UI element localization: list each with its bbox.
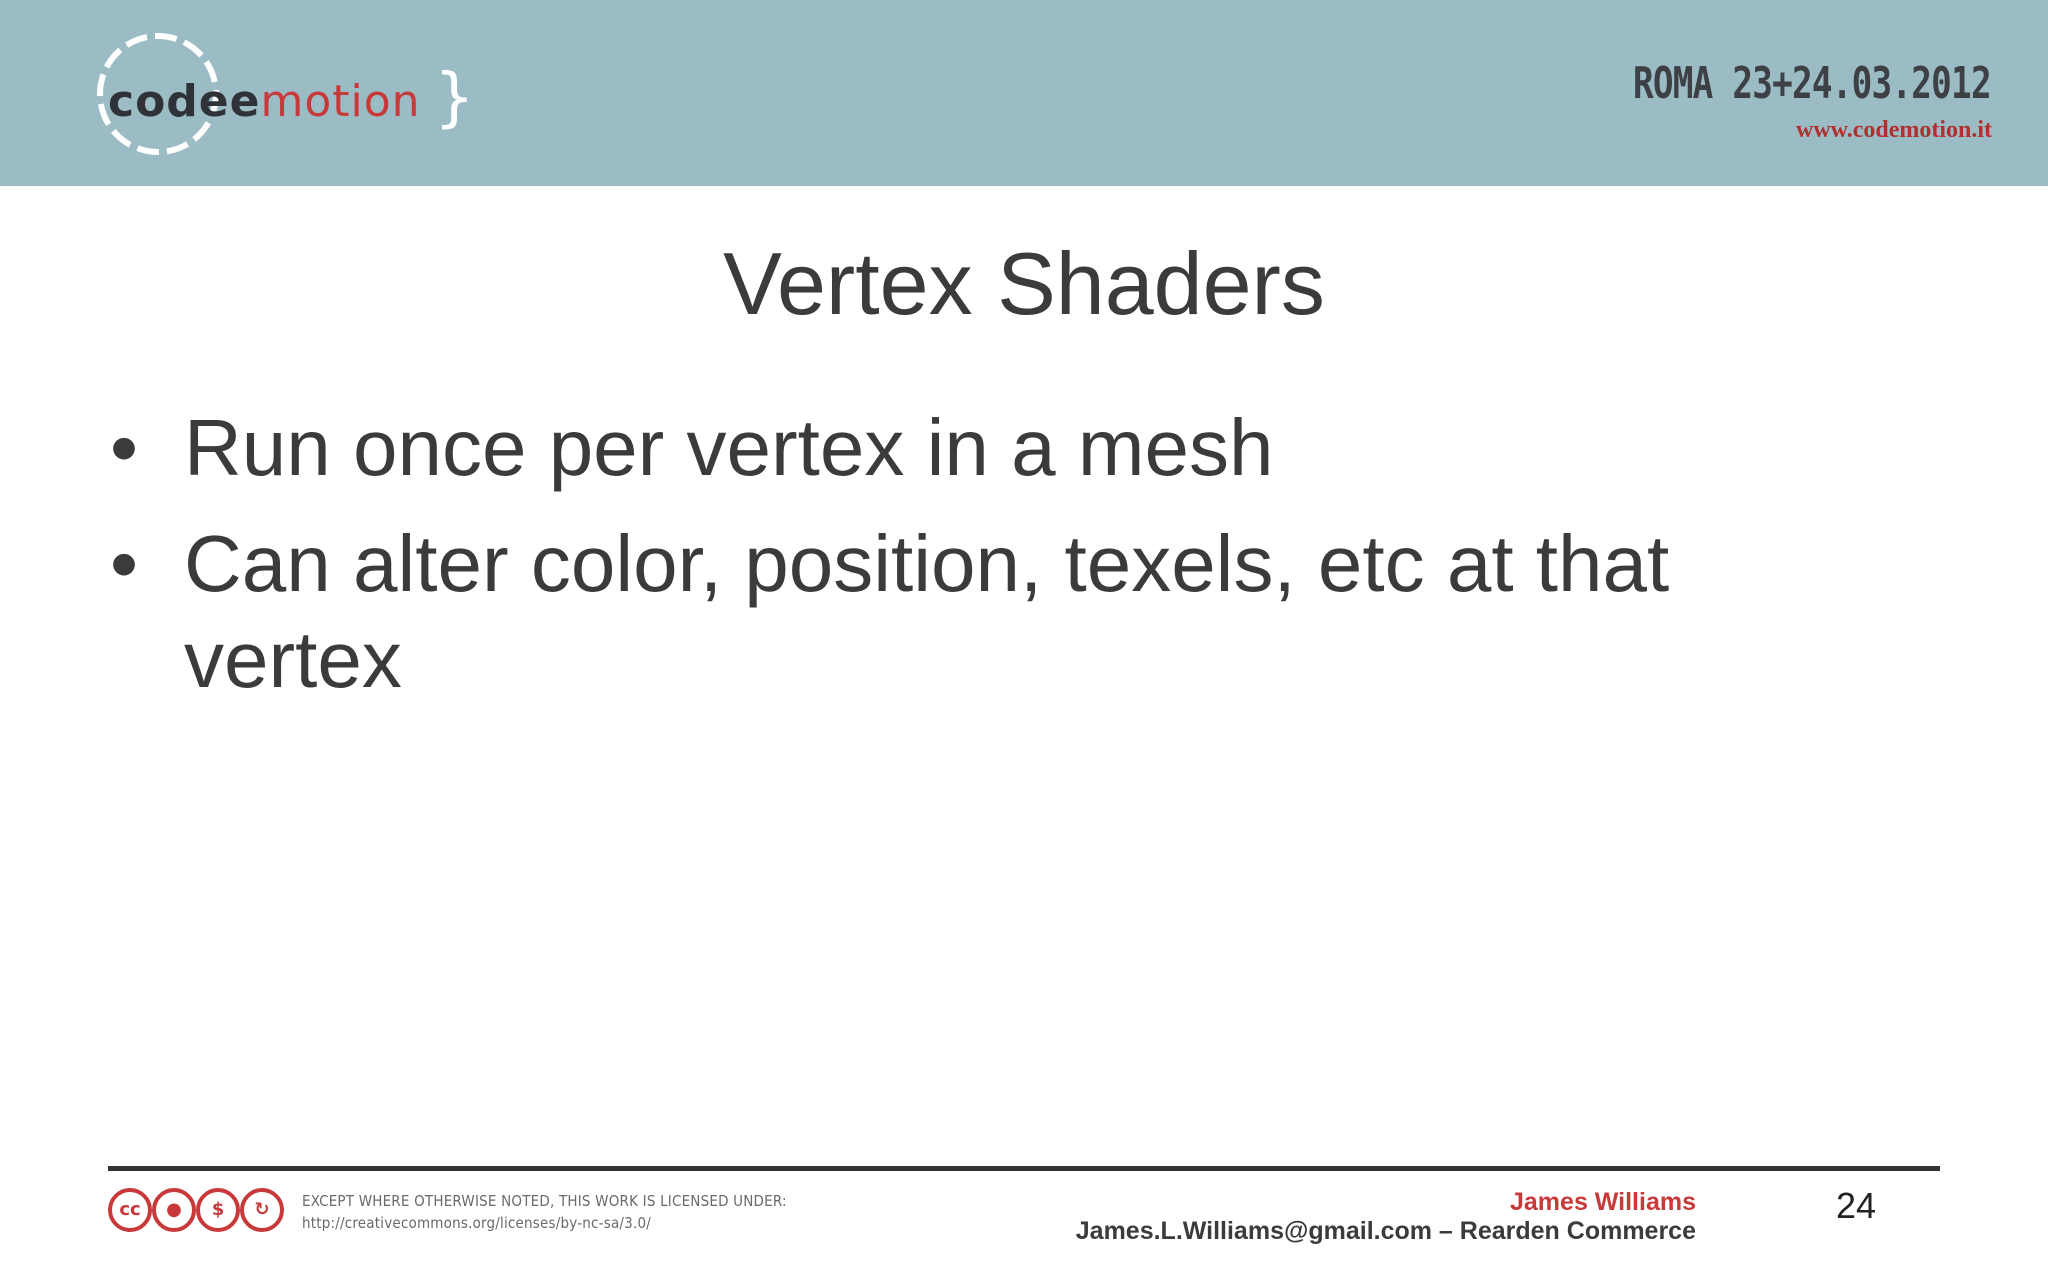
license-url[interactable]: http://creativecommons.org/licenses/by-nc-sa/3.0/ <box>302 1214 651 1232</box>
sa-icon: ↻ <box>240 1188 284 1232</box>
author-name: James Williams <box>1510 1188 1696 1216</box>
logo-code-text: code <box>108 76 230 127</box>
codemotion-logo <box>88 24 475 164</box>
slide-title: Vertex Shaders <box>723 234 1325 333</box>
event-date: ROMA 23+24.03.2012 <box>1633 58 1991 109</box>
cc-icon: cc <box>108 1188 152 1232</box>
author-block <box>1076 1188 1696 1246</box>
by-icon: ● <box>152 1188 196 1232</box>
logo-emotion-text: motion <box>260 76 421 127</box>
logo-e-glyph: e <box>229 76 261 127</box>
bullet-text: Can alter color, position, texels, etc at that vertex <box>184 519 1670 704</box>
author-contact: James.L.Williams@gmail.com – Rearden Commerce <box>1075 1217 1696 1245</box>
bullet-item <box>110 516 1830 708</box>
bullet-list <box>110 400 1830 728</box>
bullet-dot-icon: • <box>110 403 139 492</box>
license-icons <box>108 1188 284 1236</box>
page-number: 24 <box>1836 1185 1877 1226</box>
license-line-1: EXCEPT WHERE OTHERWISE NOTED, THIS WORK IS LICENSED UNDER: <box>302 1192 787 1210</box>
slide-header <box>0 0 2048 186</box>
nc-icon: $ <box>196 1188 240 1232</box>
footer-divider <box>108 1166 1940 1171</box>
logo-brace: } <box>434 61 475 135</box>
bullet-item <box>110 400 1830 496</box>
bullet-text: Run once per vertex in a mesh <box>184 403 1274 492</box>
event-url: www.codemotion.it <box>1796 117 1992 143</box>
bullet-dot-icon: • <box>110 519 139 608</box>
license-notice <box>302 1190 787 1234</box>
